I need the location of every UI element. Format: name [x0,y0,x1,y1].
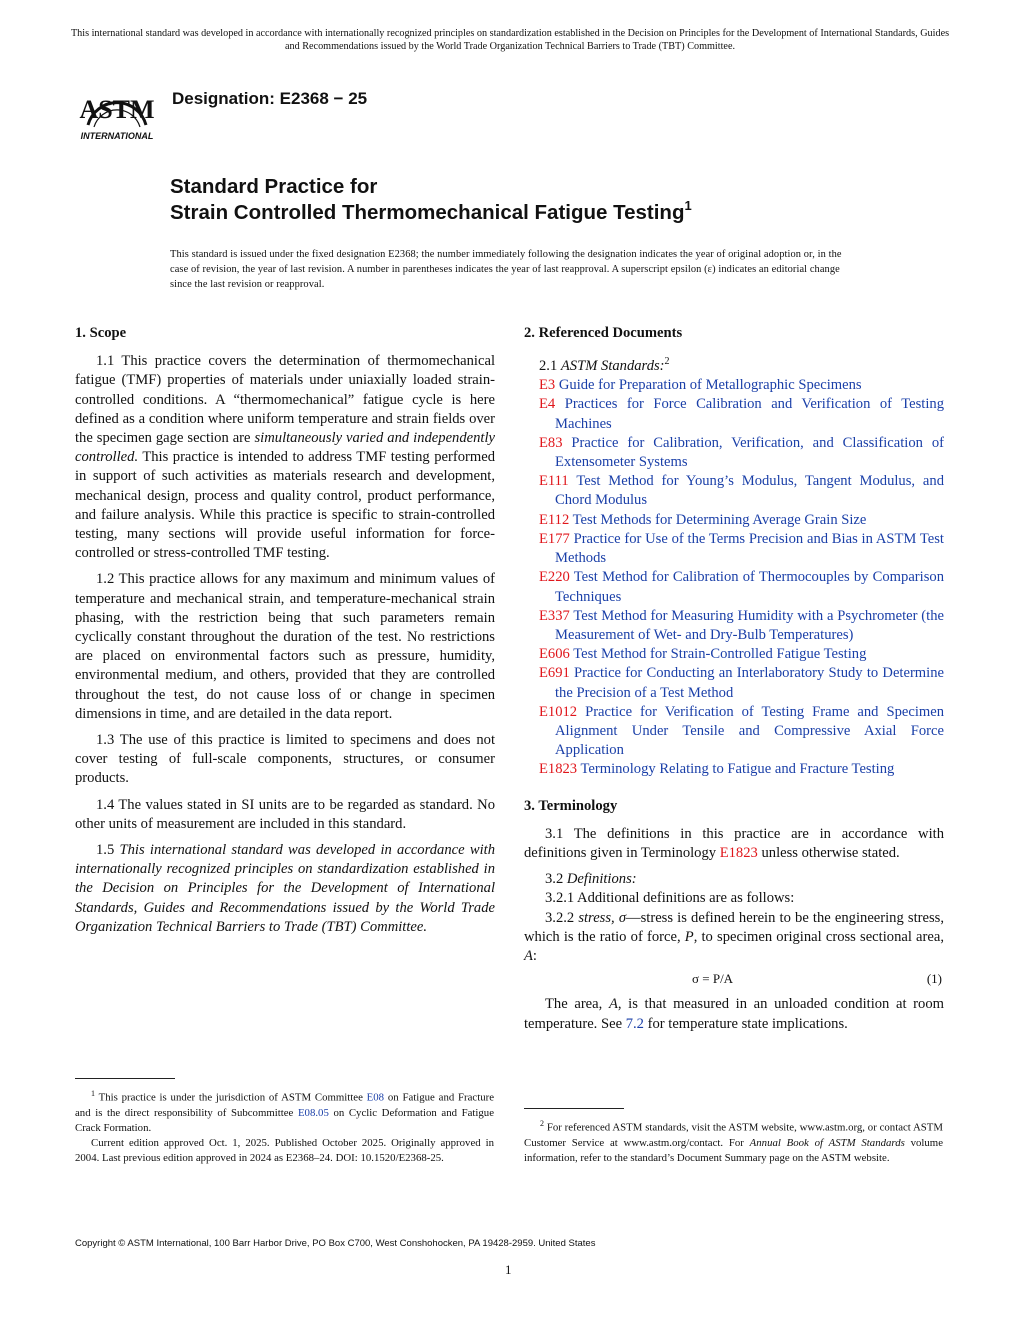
term-3-2-number: 3.2 [545,871,567,888]
footnote-rule [75,1078,175,1079]
scope-para-1-3: 1.3 The use of this practice is limited to specimens and does not cover testing of full-scale components, structures, or consumer products. [75,732,495,787]
footnote-2 [524,1108,943,1166]
intro-emphasis: ASTM Standards: [560,358,665,375]
term-area-text-a: The area, [545,996,609,1013]
scope-1-5-emphasis: This international standard was developed in accordance with internationally recognized principles on standardization established in the Decision on Principles for the Development of International Standards, Guides and Recommendations issued by the World Trade Organization Technical Barriers to Trade (TBT) Committee. [75,842,496,935]
term-area-text-c: for temperature state implications. [643,1015,848,1032]
reference-code-link[interactable]: E112 [539,511,570,528]
reference-title-link[interactable]: Test Method for Strain-Controlled Fatigue Testing [569,646,867,663]
term-3-2-2-number: 3.2.2 [545,909,579,926]
footnote-rule [524,1108,624,1109]
reference-item[interactable] [524,703,944,761]
reference-code-link[interactable]: E691 [539,665,570,682]
equation: σ = P/A [692,971,734,987]
reference-item[interactable] [524,760,944,779]
logo-subtext: INTERNATIONAL [80,131,154,141]
astm-logo [74,73,160,145]
section-gap [524,780,944,797]
reference-title-link[interactable]: Practice for Calibration, Verification, and Classification of Extensometer Systems [555,434,944,471]
equation-row [524,969,944,988]
term-3-2-2-text-a: —stress is defined herein to be the engineering stress, which is the ratio of force, [524,909,944,945]
reference-title-link[interactable]: Practices for Force Calibration and Verification of Testing Machines [555,396,944,432]
committee-e08-link[interactable]: E08 [366,1091,385,1104]
footnote-1-text [75,1086,494,1136]
term-3-1-text-a: 3.1 The definitions in this practice are in accordance with definitions given in Terminology [524,825,944,861]
footnote-2-emphasis: Annual Book of ASTM Standards [749,1136,905,1149]
terminology-heading: 3. Terminology [524,797,618,814]
document-title [170,174,692,226]
footnote-2-a: For referenced ASTM standards, visit the ASTM website, www.astm.org, or contact ASTM Customer Service at www.astm.org/contact. For [524,1121,943,1149]
footnote-2-text [524,1116,943,1166]
reference-item[interactable] [524,376,944,395]
logo-text: ASTM [79,95,155,124]
subcommittee-e08-05-link[interactable]: E08.05 [297,1106,329,1119]
reference-item[interactable] [524,530,944,568]
equation-number: (1) [926,971,942,987]
scope-para-1-4: 1.4 The values stated in SI units are to be regarded as standard. No other units of measurement are included in this standard. [75,796,495,832]
footnote-2-b: volume information, refer to the standard’s Document Summary page on the ASTM website. [524,1136,943,1164]
reference-title-link[interactable]: Test Method for Calibration of Thermocouples by Comparison Techniques [555,569,944,605]
section-7-2-link[interactable]: 7.2 [625,1015,644,1032]
reference-title-link[interactable]: Practice for Verification of Testing Frame and Specimen Alignment Under Tensile and Compressive Axial Force Application [555,703,944,759]
copyright: Copyright © ASTM International, 100 Barr Harbor Drive, PO Box C700, West Conshohocken, PA 19428-2959. United States [75,1238,596,1249]
footnote-1-a: This practice is under the jurisdiction of ASTM Committee [95,1091,367,1104]
term-3-2-emphasis: Definitions: [566,871,637,888]
terminology-para-area [524,995,944,1033]
reference-title-link[interactable]: Terminology Relating to Fatigue and Fracture Testing [577,761,895,778]
reference-title-link[interactable]: Practice for Conducting an Interlaboratory Study to Determine the Precision of a Test Method [555,665,944,701]
reference-item[interactable] [524,511,944,530]
astm-logo-icon [74,73,160,145]
reference-item[interactable] [524,664,944,702]
footnote-1-edition: Current edition approved Oct. 1, 2025. Published October 2025. Originally approved in 2004. Last previous edition approved in 2024 as E2368–24. DOI: 10.1520/E2368-25. [75,1136,494,1164]
reference-item[interactable] [524,568,944,606]
terminology-para-3-1 [524,825,944,863]
terminology-para-3-2-1: 3.2.1 Additional definitions are as follows: [545,890,795,907]
reference-item[interactable] [524,395,944,433]
term-3-1-text-b: unless otherwise stated. [757,844,900,861]
page-number: 1 [505,1262,512,1277]
reference-code-link[interactable]: E606 [539,646,570,663]
footnote-1-b: on Fatigue and Fracture and is the direct responsibility of Subcommittee [75,1091,495,1119]
top-notice: This international standard was developed in accordance with internationally recognized principles on standardization established in the Decision on Principles for the Development of International Standards, Guides and Recommendations issued by the World Trade Organization Technical Barriers to Trade (TBT) Committee. [70,28,950,52]
reference-title-link[interactable]: Guide for Preparation of Metallographic Specimens [555,377,862,394]
footnote-1-c: on Cyclic Deformation and Fatigue Crack Formation. [75,1106,494,1134]
e1823-link[interactable]: E1823 [719,844,758,861]
reference-code-link[interactable]: E3 [539,377,556,394]
reference-title-link[interactable]: Test Method for Young’s Modulus, Tangent Modulus, and Chord Modulus [555,473,944,509]
issue-note: This standard is issued under the fixed designation E2368; the number immediately following the designation indicates the year of original adoption or, in the case of revision, the year of last revision. A number in parentheses indicates the year of last reapproval. A superscript epsilon (ε) indicates an editorial change since the last revision or reapproval. [170,249,842,290]
reference-code-link[interactable]: E1823 [539,761,578,778]
scope-1-1-emphasis: simultaneously varied and independently controlled. [75,430,495,466]
term-area-symbol-2: A [608,996,618,1013]
scope-para-1-1 [75,352,495,563]
scope-1-1-text-a: 1.1 This practice covers the determination of thermomechanical fatigue (TMF) properties of materials under uniaxially loaded strain-controlled conditions. A “thermomechanical” fatigue cycle is here defined as a condition where uniform temperature and strain fields over the specimen gage section are [75,353,495,447]
scope-1-1-text-b: This practice is intended to address TMF testing performed in support of such activities as materials research and development, mechanical design, process and quality control, product performance, and failure analysis. While this practice is specific to strain-controlled testing, many sections will provide useful information for force-controlled or stress-controlled TMF testing. [75,449,495,562]
term-3-2-2-text-c: : [532,947,537,964]
term-area-symbol: A [524,947,533,964]
left-column [75,324,495,944]
term-force-symbol: P [684,928,694,945]
referenced-documents-heading: 2. Referenced Documents [524,325,683,341]
term-stress-emphasis: stress, σ [578,909,627,926]
intro-number: 2.1 [539,358,561,375]
reference-item[interactable] [524,645,944,664]
scope-para-1-5 [75,841,495,937]
title-main: Strain Controlled Thermomechanical Fatigue Testing [170,201,685,224]
astm-standards-intro [539,352,944,376]
designation: Designation: E2368 − 25 [172,89,368,108]
reference-code-link[interactable]: E4 [539,396,556,413]
scope-heading: 1. Scope [75,325,127,341]
reference-code-link[interactable]: E177 [539,530,570,547]
reference-item[interactable] [524,472,944,510]
title-footnote-mark[interactable]: 1 [684,198,692,213]
scope-1-5-number: 1.5 [96,842,120,859]
term-3-2-2-text-b: , to specimen original cross sectional area, [693,928,945,945]
reference-item[interactable] [524,607,944,645]
reference-code-link[interactable]: E337 [539,607,570,624]
scope-para-1-2: 1.2 This practice allows for any maximum and minimum values of temperature and mechanical strain, and temperature-mechanical strain phasing, with the restriction being that such parameters remain cyclically constant throughout the duration of the test. No restrictions are placed on environmental factors such as pressure, humidity, environmental medium, and others, provided that they are controlled throughout the test, do not cause loss of or change in specimen dimensions in time, and are detailed in the data report. [75,571,495,722]
reference-item[interactable] [524,434,944,472]
terminology-para-3-2 [524,870,944,889]
term-area-text-b: , is that measured in an unloaded condition at room temperature. See [524,996,944,1032]
intro-footnote-mark[interactable]: 2 [664,356,670,368]
reference-title-link[interactable]: Test Methods for Determining Average Grain Size [569,511,867,528]
right-column [524,324,944,1041]
terminology-para-3-2-2 [524,909,944,967]
footnote-2-mark: 2 [540,1119,544,1128]
reference-title-link[interactable]: Practice for Use of the Terms Precision and Bias in ASTM Test Methods [555,530,944,567]
reference-title-link[interactable]: Test Method for Measuring Humidity with a Psychrometer (the Measurement of Wet- and Dry-Bulb Temperatures) [555,607,944,643]
footnote-1-mark: 1 [91,1089,95,1098]
reference-code-link[interactable]: E83 [539,434,563,451]
reference-code-link[interactable]: E111 [539,473,569,490]
reference-list [524,376,944,779]
reference-code-link[interactable]: E1012 [539,703,578,720]
title-line2 [170,200,692,226]
reference-code-link[interactable]: E220 [539,569,570,586]
footnote-1 [75,1078,494,1166]
title-line1: Standard Practice for [170,175,378,198]
